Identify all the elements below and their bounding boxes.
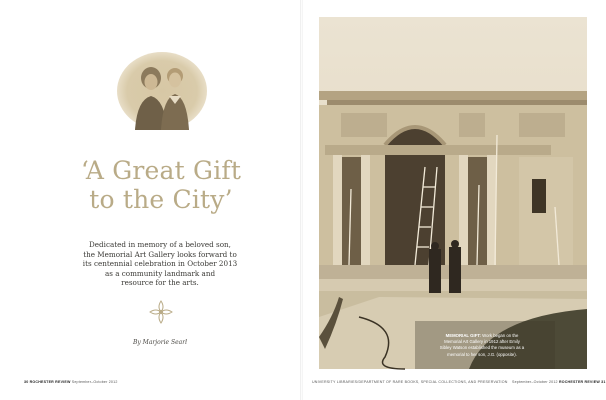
page-number-left: 30: [24, 380, 29, 384]
photo-credit: UNIVERSITY LIBRARIES/DEPARTMENT OF RARE BOOKS, SPECIAL COLLECTIONS, AND PRESERVATION: [312, 380, 508, 384]
dek-line-5: resource for the arts.: [121, 278, 199, 288]
publication-name-right: ROCHESTER REVIEW: [558, 380, 600, 384]
headline-line-2: to the City’: [89, 185, 233, 214]
caption-lead: MEMORIAL GIFT:: [445, 333, 481, 338]
dek-line-2: the Memorial Art Gallery looks forward to: [83, 249, 237, 259]
caption-line-3: Sibley Watson established the museum as a: [439, 345, 525, 351]
ornament-icon: [146, 297, 176, 327]
photo-caption: [432, 333, 532, 358]
caption-line-4: memorial to her son, J.G. (opposite).: [447, 351, 517, 357]
dek-line-3: its centennial celebration in October 2013: [82, 259, 238, 269]
folio-left: [24, 380, 118, 384]
issue-date-left: September–October 2012: [71, 380, 118, 384]
issue-date-right: September–October 2012: [512, 380, 558, 384]
headline-line-1: ‘A Great Gift: [80, 156, 242, 185]
page-number-right: 31: [601, 380, 606, 384]
article-dek: [60, 240, 260, 288]
dek-line-1: Dedicated in memory of a beloved son,: [89, 240, 231, 249]
page-gutter: [300, 0, 303, 400]
byline: By Marjorie Searl: [132, 339, 188, 346]
caption-line-2: Memorial Art Gallery in 1912 after Emily: [444, 339, 520, 345]
construction-photo: [319, 17, 587, 369]
folio-right: [512, 380, 606, 384]
caption-line-1-rest: Work began on the: [480, 333, 519, 338]
publication-name-left: ROCHESTER REVIEW: [29, 380, 71, 384]
article-headline: [30, 156, 292, 214]
dek-line-4: as a community landmark and: [104, 268, 216, 278]
portrait-photo: [117, 52, 207, 130]
